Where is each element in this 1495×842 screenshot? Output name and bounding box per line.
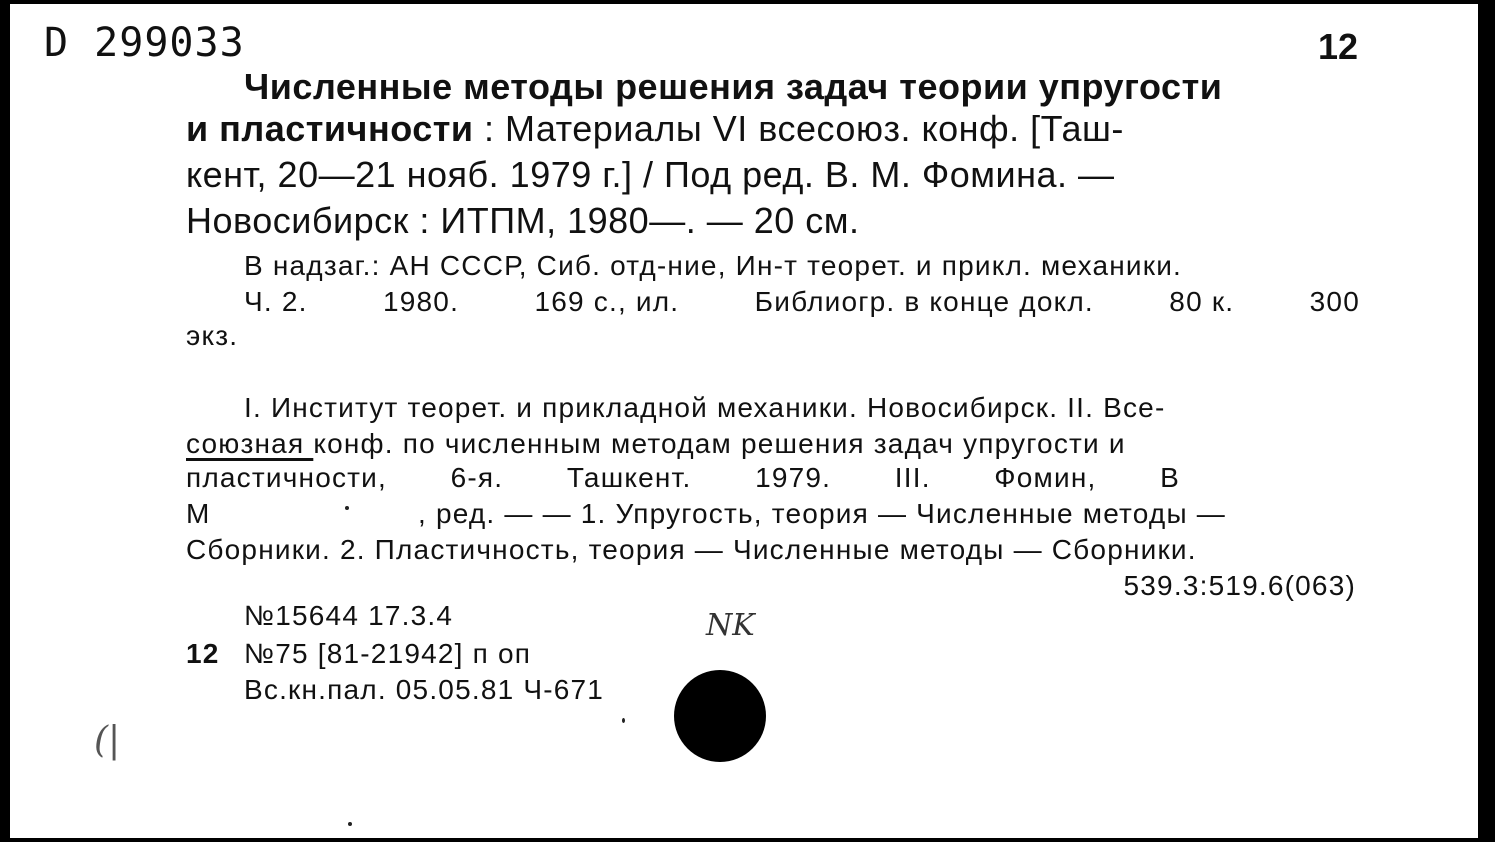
tracings-part: 1979. [755,462,832,493]
footer-line-2: №75 [81-21942] п оп [244,638,532,669]
punch-hole [674,670,766,762]
tracings-line-4-right: , ред. — — 1. Упругость, теория — Численные методы — [418,498,1226,529]
notes-part: 1980. [382,286,460,317]
tracings-part: Фомин, [994,462,1097,493]
tracings-line-2 [186,428,1126,460]
tracings-part: В [1160,462,1180,493]
card-number: 12 [1317,26,1358,67]
title-line-1: Численные методы решения задач теории упругости [244,66,1223,107]
tracings-line-3 [186,462,1180,494]
footer-line-3: Вс.кн.пал. 05.05.81 Ч-671 [244,674,605,705]
catalog-card [10,4,1478,838]
tracings-line-4-left: М [186,498,211,529]
notes-part: Ч. 2. [244,286,308,317]
footer-line-1: №15644 17.3.4 [244,600,454,631]
notes-part: 169 с., ил. [534,286,680,317]
tracings-part: Ташкент. [566,462,692,493]
title-line-2-rest: : Материалы VI всесоюз. конф. [Таш- [473,108,1124,149]
notes-part: 300 [1309,286,1360,317]
tracings-line-1: I. Институт теорет. и прикладной механики. Новосибирск. II. Все- [244,392,1166,423]
tracings-line-5: Сборники. 2. Пластичность, теория — Численные методы — Сборники. [186,534,1197,565]
notes-part: Библиогр. в конце докл. [754,286,1094,317]
title-line-2-bold: и пластичности [186,108,474,149]
title-line-4: Новосибирск : ИТПМ, 1980—. — 20 см. [186,200,860,241]
call-number: D 299033 [44,20,245,66]
notes-part: 80 к. [1169,286,1235,317]
handwritten-initials: NK [706,608,755,643]
title-line-2 [186,108,1124,150]
udc-number: 539.3:519.6(063) [1123,570,1356,601]
speck [622,718,625,723]
speck [348,822,352,826]
tracings-part: пластичности, [186,462,388,493]
tracings-line-2-rest: конф. по численным методам решения задач упругости и [313,428,1126,459]
title-line-3: кент, 20—21 нояб. 1979 г.] / Под ред. В. М. Фомина. — [186,154,1115,195]
tracings-part: 6-я. [450,462,504,493]
notes-line-2 [244,286,1360,318]
notes-line-3: экз. [186,320,239,351]
footer-line-2-prefix: 12 [186,638,220,669]
tracings-underlined: союзная [186,428,314,459]
speck [345,506,349,510]
notes-line-1: В надзаг.: АН СССР, Сиб. отд-ние, Ин-т теорет. и прикл. механики. [244,250,1183,281]
tracings-part: III. [894,462,931,493]
pencil-mark: (| [94,720,121,761]
